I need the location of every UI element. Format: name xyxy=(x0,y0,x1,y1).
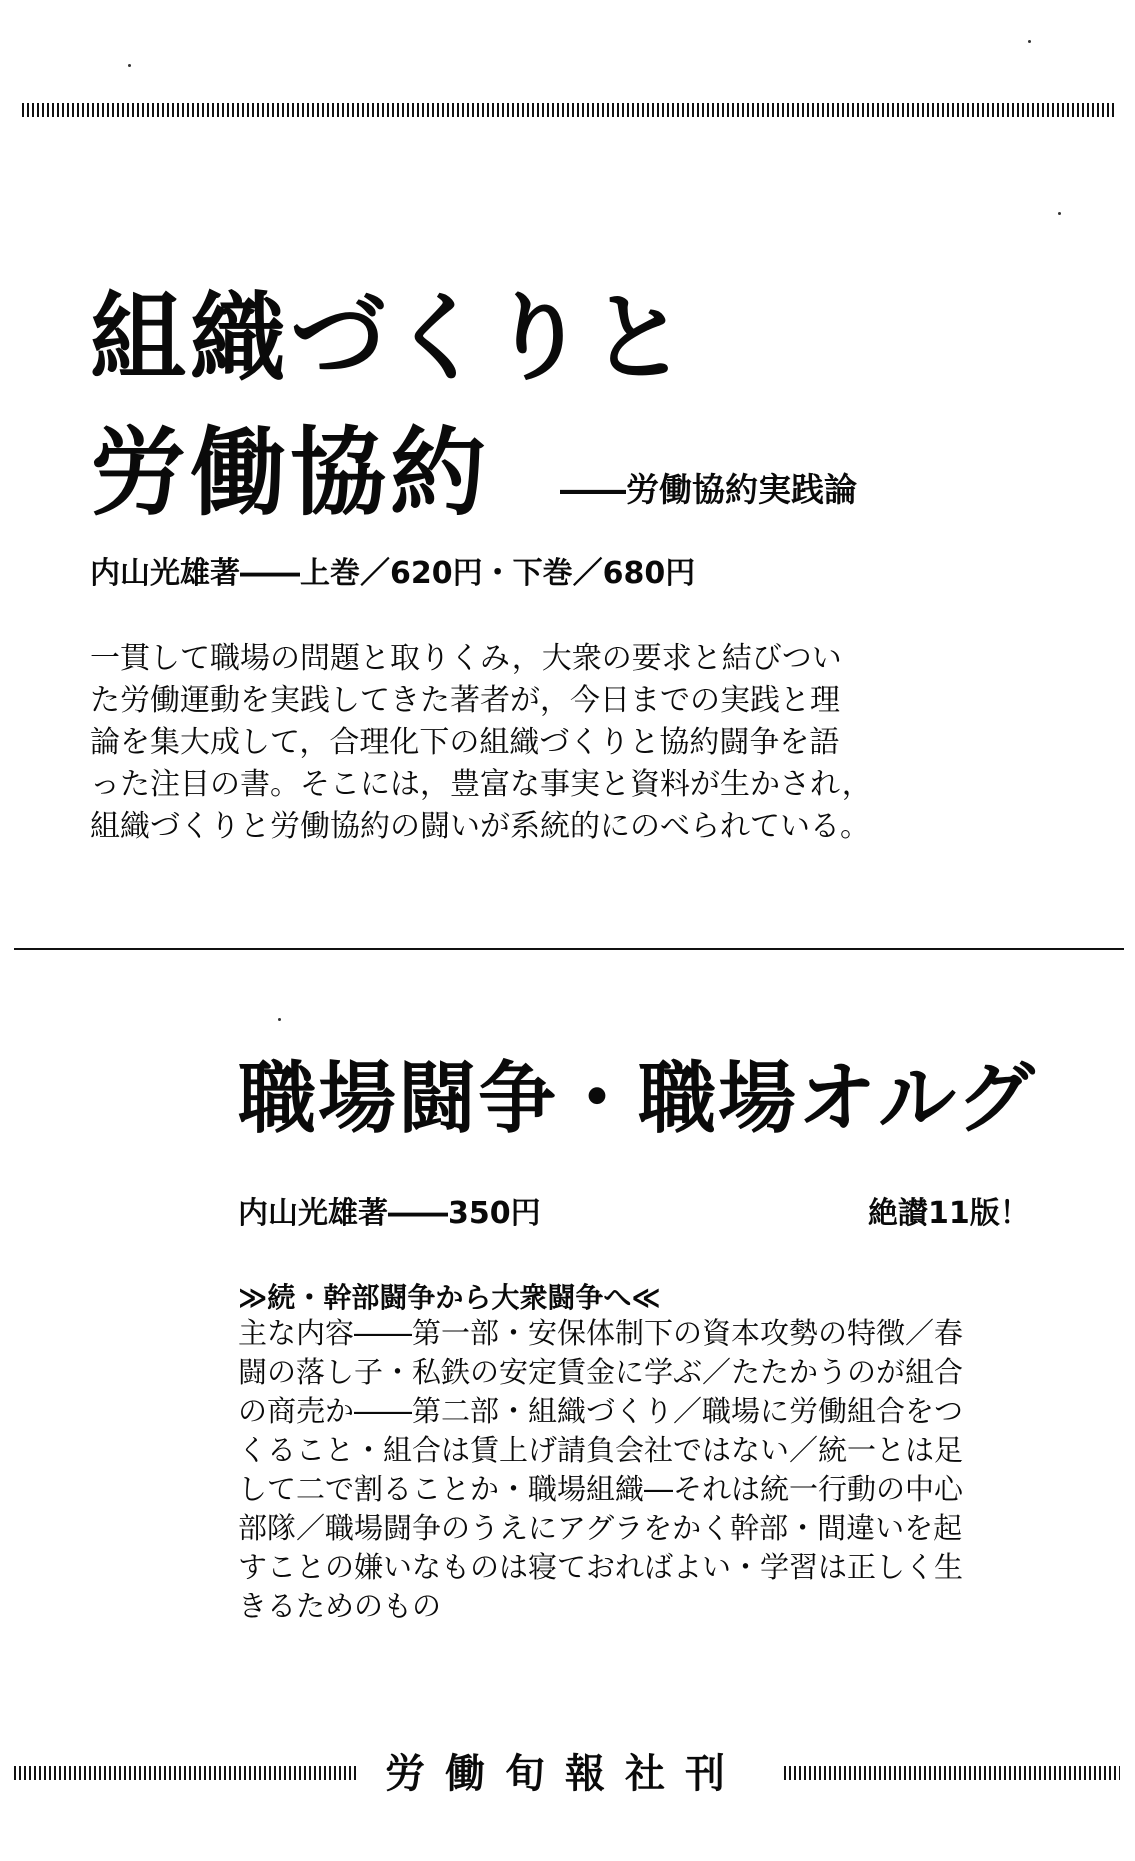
footer-dotted-rule-left xyxy=(14,1766,359,1780)
book1-subtitle: ――労働協約実践論 xyxy=(560,470,857,509)
book1-description-line: った注目の書。そこには，豊富な事実と資料が生かされ， xyxy=(90,767,872,802)
book2-series-heading: ≫続・幹部闘争から大衆闘争へ≪ xyxy=(238,1281,661,1314)
scan-speck xyxy=(278,1018,281,1021)
book2-contents xyxy=(238,1314,963,1626)
book2-contents-line: 主な内容――第一部・安保体制下の資本攻勢の特徴／春 xyxy=(238,1316,964,1350)
footer-dotted-rule-right xyxy=(784,1766,1120,1780)
book1-description-line: 論を集大成して，合理化下の組織づくりと協約闘争を語 xyxy=(90,725,840,760)
book1-title-line2: 労働協約 xyxy=(90,416,490,529)
book2-contents-line: すことの嫌いなものは寝ておればよい・学習は正しく生 xyxy=(238,1550,964,1584)
book2-title: 職場闘争・職場オルグ xyxy=(238,1053,1037,1144)
book2-contents-line: して二で割ることか・職場組織―それは統一行動の中心 xyxy=(238,1472,964,1506)
book2-author-price: 内山光雄著――350円 xyxy=(238,1196,541,1231)
book2-contents-line: の商売か――第二部・組織づくり／職場に労働組合をつ xyxy=(238,1394,964,1428)
book1-title-line1: 組織づくりと xyxy=(90,281,690,394)
scan-speck xyxy=(1058,212,1061,215)
book1-description xyxy=(90,638,950,848)
book1-description-line: 一貫して職場の問題と取りくみ，大衆の要求と結びつい xyxy=(90,641,842,676)
book2-contents-line: くること・組合は賃上げ請負会社ではない／統一とは足 xyxy=(238,1433,964,1467)
scan-speck xyxy=(128,64,131,67)
book2-contents-line: 部隊／職場闘争のうえにアグラをかく幹部・間違いを起 xyxy=(238,1511,963,1545)
book2-contents-line: きるためのもの xyxy=(238,1589,442,1623)
book2-edition-badge: 絶讃11版！ xyxy=(868,1196,1030,1231)
book1-description-line: た労働運動を実践してきた著者が，今日までの実践と理 xyxy=(90,683,840,718)
book2-contents-line: 闘の落し子・私鉄の安定賃金に学ぶ／たたかうのが組合 xyxy=(238,1355,964,1389)
section-divider xyxy=(14,948,1124,950)
top-dotted-rule xyxy=(22,103,1114,117)
book1-author-price: 内山光雄著――上巻／620円・下巻／680円 xyxy=(90,556,696,591)
publisher-name: 労働旬報社刊 xyxy=(385,1751,745,1797)
book1-description-line: 組織づくりと労働協約の闘いが系統的にのべられている。 xyxy=(90,809,870,844)
scan-speck xyxy=(1028,40,1031,43)
